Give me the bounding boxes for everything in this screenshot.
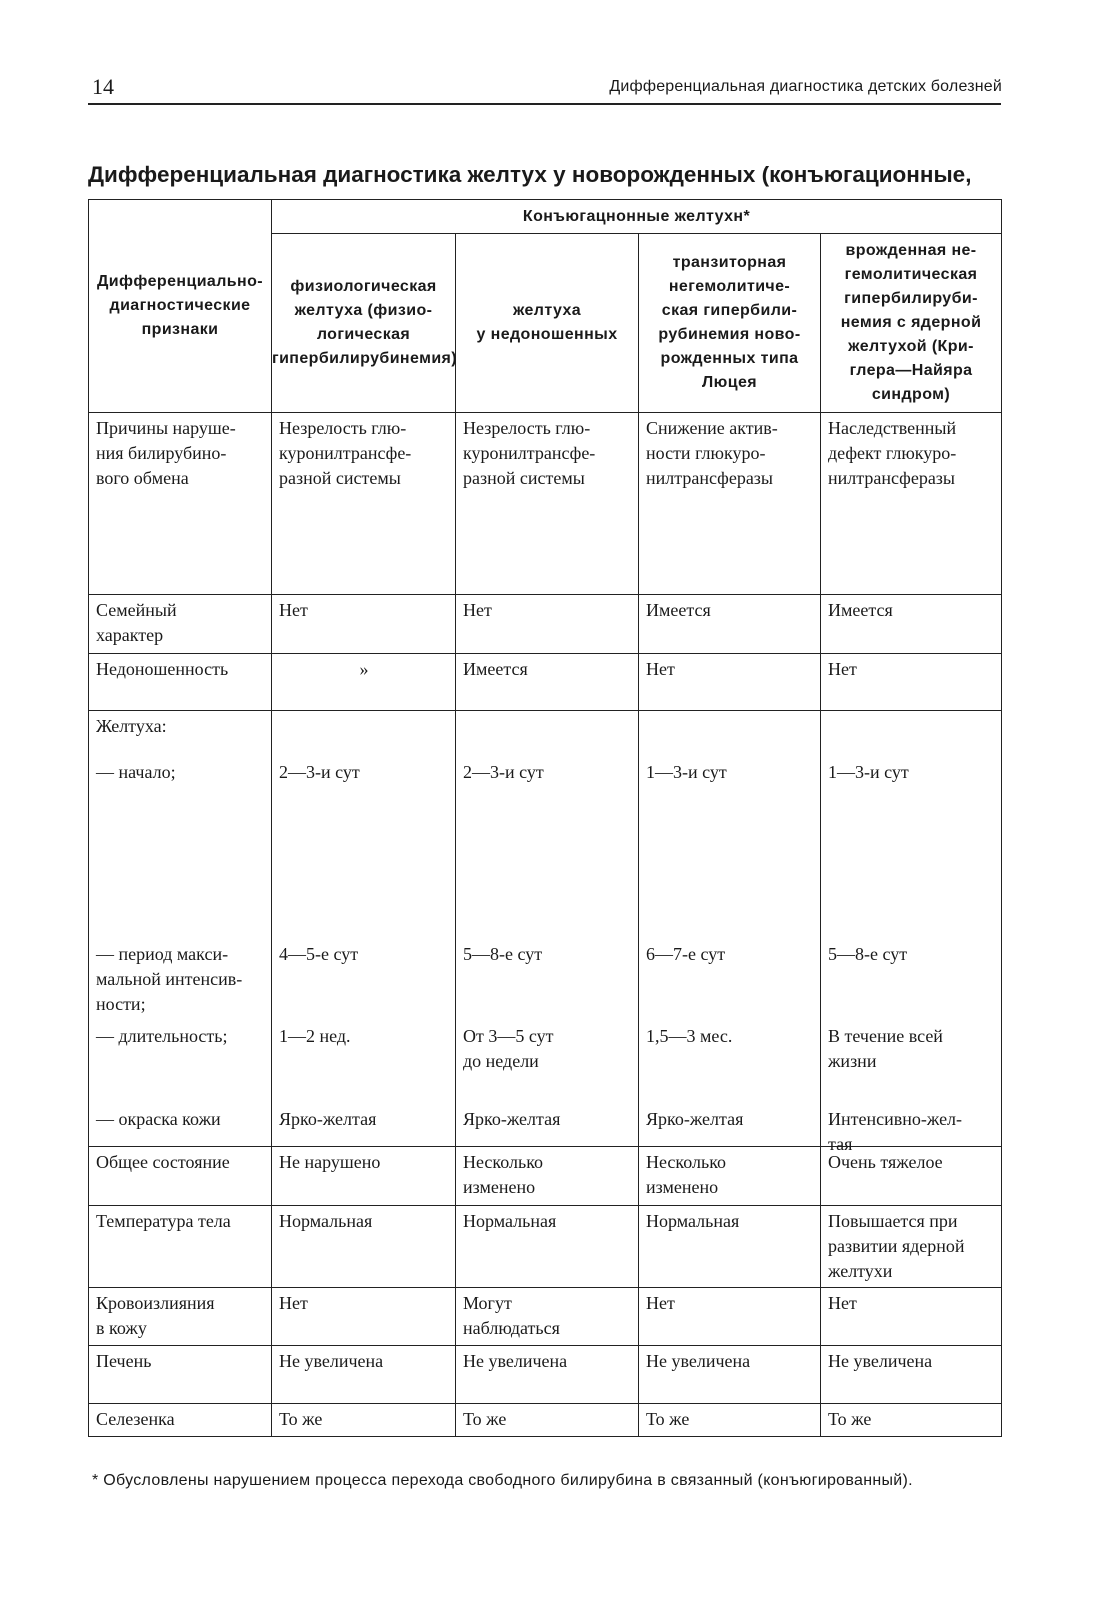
column-header-lucey: транзиторная негемолитиче- ская гипербили- рубинемия ново- рожденных типа Люцея	[658, 254, 801, 391]
table-cell: Нет	[279, 600, 308, 620]
table-cell: В течение всей жизни	[828, 1026, 943, 1071]
table-row	[89, 413, 1002, 595]
group-header: Конъюгацнонные желтухн*	[522, 207, 751, 225]
table-cell: Нет	[646, 659, 675, 679]
table-cell: Имеется	[828, 600, 893, 620]
row-label-liver: Печень	[96, 1351, 152, 1371]
row-label-causes: Причины наруше- ния билирубино- вого обмена	[96, 418, 236, 488]
row-label-onset: — начало;	[96, 762, 176, 782]
footnote: * Обусловлены нарушением процесса перехода свободного билирубина в связанный (конъюгированный).	[92, 1472, 913, 1489]
table-row	[89, 1346, 1002, 1404]
table-cell: Не увеличена	[828, 1351, 933, 1371]
row-label-prematurity: Недоношенность	[96, 659, 229, 679]
row-header-label-cell	[89, 200, 272, 413]
table-cell: 2—3-и сут	[463, 762, 544, 782]
row-label-duration: — длительность;	[96, 1026, 228, 1046]
table-cell: То же	[463, 1409, 507, 1429]
table-cell: От 3—5 сут до недели	[463, 1026, 554, 1071]
table-cell: Не нарушено	[279, 1152, 381, 1172]
table-cell: 1—3-и сут	[828, 762, 909, 782]
table-cell: Не увеличена	[279, 1351, 384, 1371]
row-label-peak: — период макси- мальной интенсив- ности;	[96, 944, 243, 1014]
table-cell: Нет	[828, 659, 857, 679]
table-cell: 4—5-е сут	[279, 944, 359, 964]
table-cell: Несколько изменено	[646, 1152, 727, 1197]
table-cell: Ярко-желтая	[463, 1109, 561, 1129]
table-cell: 2—3-и сут	[279, 762, 360, 782]
table-cell: Нет	[828, 1293, 857, 1313]
table-cell: Не увеличена	[463, 1351, 568, 1371]
row-label-temperature: Температура тела	[96, 1211, 231, 1231]
section-title: Дифференциальная диагностика желтух у новорожденных (конъюгационные,	[88, 162, 972, 187]
table-row	[89, 1404, 1002, 1437]
column-header	[821, 234, 1002, 413]
column-header-crigler-najjar: врожденная не- гемолитическая гипербилируби- немия с ядерной желтухой (Кри- глера—Найяра синдром)	[840, 242, 982, 403]
table-cell: Незрелость глю- куронилтрансфе- разной системы	[279, 418, 412, 488]
table-cell: Незрелость глю- куронилтрансфе- разной системы	[463, 418, 596, 488]
row-label-general-state: Общее состояние	[96, 1152, 230, 1172]
table-cell: Ярко-желтая	[279, 1109, 377, 1129]
table-cell: 5—8-е сут	[828, 944, 908, 964]
table-cell: 5—8-е сут	[463, 944, 543, 964]
row-label-jaundice: Желтуха:	[96, 716, 167, 736]
table-cell: Повышается при развитии ядерной желтухи	[828, 1211, 965, 1281]
table-cell: Интенсивно-жел- тая	[828, 1109, 963, 1154]
table-cell: То же	[279, 1409, 323, 1429]
group-header-cell	[272, 200, 1002, 234]
table-cell: Могут наблюдаться	[463, 1293, 560, 1338]
table-cell: Очень тяжелое	[828, 1152, 943, 1172]
table-cell: 1,5—3 мес.	[646, 1026, 733, 1046]
table-cell: Нет	[646, 1293, 675, 1313]
column-header-premature: желтуха у недоношенных	[476, 302, 618, 343]
row-label-hemorrhages: Кровоизлияния в кожу	[96, 1293, 215, 1338]
table-group-header-row	[89, 200, 1002, 234]
table-row	[89, 1206, 1002, 1288]
table-row	[89, 1288, 1002, 1346]
table-cell: Нормальная	[279, 1211, 373, 1231]
header-rule	[88, 103, 1001, 105]
table-cell: То же	[828, 1409, 872, 1429]
table-cell: Снижение актив- ности глюкуро- нилтрансферазы	[646, 418, 778, 488]
row-label-skin: — окраска кожи	[96, 1109, 221, 1129]
row-label-familial: Семейный характер	[96, 600, 177, 645]
jaundice-differential-table	[88, 199, 1002, 1437]
table-cell: 1—3-и сут	[646, 762, 727, 782]
running-title: Дифференциальная диагностика детских болезней	[609, 78, 1002, 95]
table-cell: Нет	[279, 1293, 308, 1313]
page-number: 14	[92, 74, 114, 99]
table-cell: То же	[646, 1409, 690, 1429]
table-cell: 1—2 нед.	[279, 1026, 351, 1046]
table-row	[89, 595, 1002, 654]
table-row	[89, 654, 1002, 711]
column-header	[272, 234, 456, 413]
table-cell: Имеется	[646, 600, 711, 620]
column-header-physiological: физиологическая желтуха (физио- логическая гипербилирубинемия)	[272, 278, 458, 367]
table-cell: Не увеличена	[646, 1351, 751, 1371]
row-label-spleen: Селезенка	[96, 1409, 175, 1429]
table-cell: Нормальная	[463, 1211, 557, 1231]
row-header-label: Дифференциально- диагностические признаки	[97, 273, 263, 338]
table-cell: 6—7-е сут	[646, 944, 726, 964]
table-cell: »	[359, 659, 369, 679]
table-cell: Нормальная	[646, 1211, 740, 1231]
table-row-jaundice	[89, 711, 1002, 1147]
table-cell: Несколько изменено	[463, 1152, 544, 1197]
table-cell: Нет	[463, 600, 492, 620]
table-cell: Имеется	[463, 659, 528, 679]
table-cell: Наследственный дефект глюкуро- нилтрансферазы	[828, 418, 957, 488]
column-header	[456, 234, 639, 413]
table-cell: Ярко-желтая	[646, 1109, 744, 1129]
column-header	[639, 234, 821, 413]
